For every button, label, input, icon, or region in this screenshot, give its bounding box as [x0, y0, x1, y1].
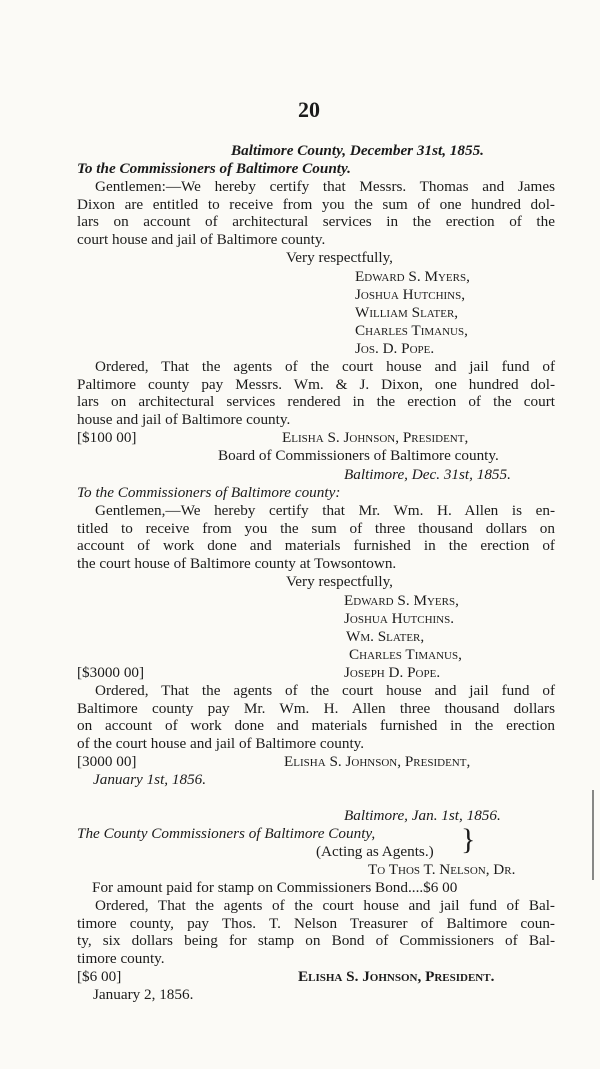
- order3-date: January 2, 1856.: [93, 986, 194, 1003]
- order1-body: Ordered, That the agents of the court house and jail fund of Paltimore county pay Messrs. Wm. & J. Dixon, one hundred dol- lars on architectural services rendered in the erection of the court house and jail of Baltimore county.: [77, 358, 555, 429]
- letter2-body: Gentlemen,—We hereby certify that Mr. Wm. H. Allen is en- titled to receive from you the sum of three thousand dollars on account of work done and materials furnished in the erection of the court house of Baltimore county at Towsontown.: [77, 502, 555, 573]
- account-item: For amount paid for stamp on Commissioners Bond....$6 00: [92, 879, 458, 896]
- order2-signer: Elisha S. Johnson, President,: [284, 753, 471, 770]
- order2-amount: [3000 00]: [77, 753, 137, 770]
- page-number: 20: [298, 97, 320, 122]
- account-brace: }: [461, 823, 476, 856]
- order3-signer: Elisha S. Johnson, President.: [298, 968, 495, 985]
- order3-body: Ordered, That the agents of the court house and jail fund of Bal- timore county, pay Thos. T. Nelson Treasurer of Baltimore coun- ty, six dollars being for stamp on Bond of Commissioners of Bal- timore county.: [77, 897, 555, 968]
- letter2-dateline: Baltimore, Dec. 31st, 1855.: [344, 466, 511, 483]
- letter2-signatory: Edward S. Myers,: [344, 592, 459, 609]
- letter1-signatory: Jos. D. Pope.: [355, 340, 435, 357]
- letter2-closing: Very respectfully,: [286, 573, 393, 590]
- letter1-closing: Very respectfully,: [286, 249, 393, 266]
- order2-date: January 1st, 1856.: [93, 771, 207, 788]
- order3-amount: [$6 00]: [77, 968, 122, 985]
- letter1-body: Gentlemen:—We hereby certify that Messrs. Thomas and James Dixon are entitled to receive from you the sum of one hundred dol- lars on account of architectural services in the erection of the court house and jail of Baltimore county.: [77, 178, 555, 249]
- letter1-dateline: Baltimore County, December 31st, 1855.: [231, 142, 484, 159]
- account-payee: To Thos T. Nelson, Dr.: [368, 861, 516, 878]
- letter2-signatory: Joshua Hutchins.: [344, 610, 455, 627]
- letter1-salutation: To the Commissioners of Baltimore County.: [77, 160, 351, 177]
- account-acting: (Acting as Agents.): [316, 843, 434, 860]
- letter1-signatory: Charles Timanus,: [355, 322, 468, 339]
- letter2-signatory: Wm. Slater,: [346, 628, 425, 645]
- page-edge-shadow: [592, 790, 594, 880]
- letter1-signatory: Edward S. Myers,: [355, 268, 470, 285]
- order1-amount: [$100 00]: [77, 429, 137, 446]
- order2-body: Ordered, That the agents of the court house and jail fund of Baltimore county pay Mr. Wm. H. Allen three thousand dollars on account of work done and materials furnished in the erection of the court house and jail of Baltimore county.: [77, 682, 555, 753]
- account-heading: The County Commissioners of Baltimore County,: [77, 825, 376, 842]
- letter2-salutation: To the Commissioners of Baltimore county:: [77, 484, 341, 501]
- order1-board: Board of Commissioners of Baltimore county.: [218, 447, 499, 464]
- order1-signer: Elisha S. Johnson, President,: [282, 429, 469, 446]
- letter2-signatory: Charles Timanus,: [349, 646, 462, 663]
- letter1-signatory: Joshua Hutchins,: [355, 286, 466, 303]
- account-dateline: Baltimore, Jan. 1st, 1856.: [344, 807, 501, 824]
- letter2-amount: [$3000 00]: [77, 664, 145, 681]
- letter2-signatory: Joseph D. Pope.: [344, 664, 441, 681]
- letter1-signatory: William Slater,: [355, 304, 459, 321]
